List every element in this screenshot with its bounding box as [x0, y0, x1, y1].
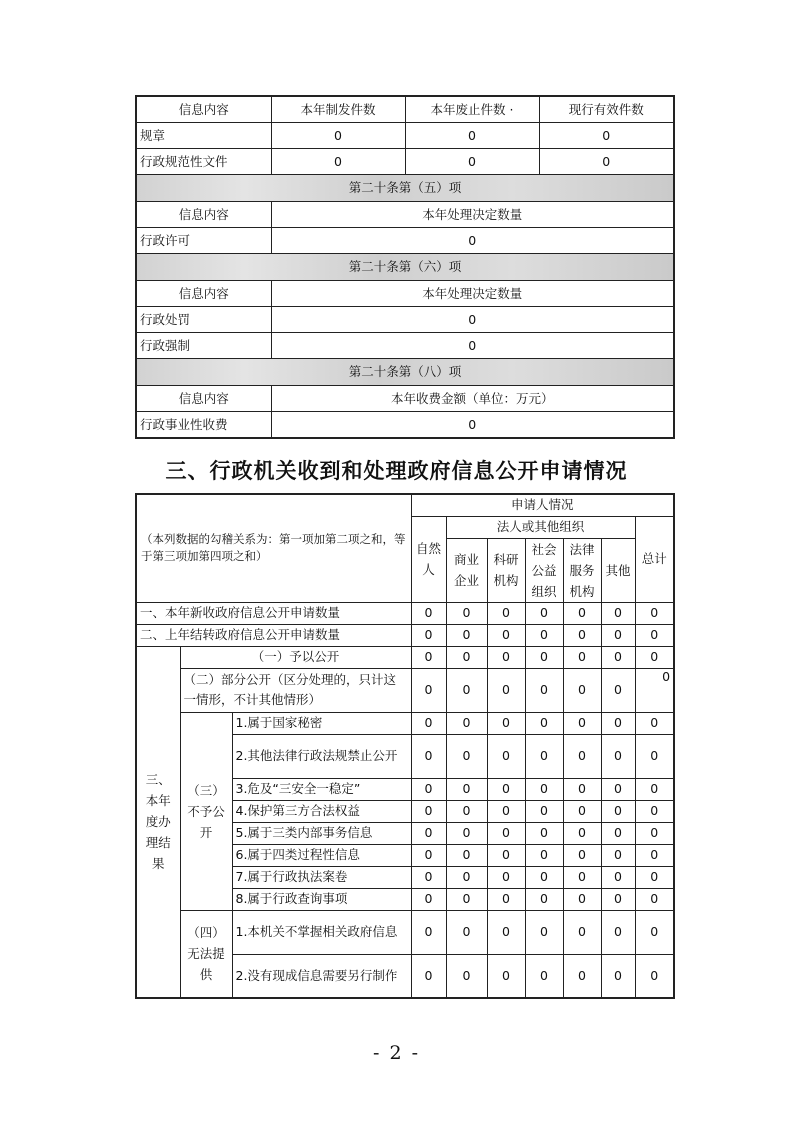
cell: 0 [635, 866, 674, 888]
cell: 0 [601, 822, 635, 844]
table-row [136, 333, 674, 359]
cell: 0 [563, 778, 601, 800]
cell: 0 [525, 822, 563, 844]
cell: 0 [487, 866, 525, 888]
cell: 0 [539, 149, 674, 175]
cell: 0 [405, 149, 539, 175]
cell: 0 [446, 954, 487, 998]
row-label: 3.危及“三安全一稳定” [232, 778, 411, 800]
row-label: 2.没有现成信息需要另行制作 [232, 954, 411, 998]
row-label: 2.其他法律行政法规禁止公开 [232, 734, 411, 778]
row-label: 7.属于行政执法案卷 [232, 866, 411, 888]
table-row [136, 646, 674, 668]
cell: 0 [635, 954, 674, 998]
cell: 0 [487, 888, 525, 910]
cannot-provide-label: （四）无法提供 [180, 910, 232, 998]
header-info: 信息内容 [136, 281, 271, 307]
header-issued: 本年制发件数 [271, 96, 405, 123]
cell: 0 [271, 307, 674, 333]
cell: 0 [271, 333, 674, 359]
cell: 0 [487, 822, 525, 844]
cell: 0 [446, 778, 487, 800]
cell: 0 [563, 910, 601, 954]
cell: 0 [601, 668, 635, 712]
row-label: 行政许可 [136, 228, 271, 254]
header-col: 商业企业 [446, 538, 487, 602]
table-row [136, 307, 674, 333]
cell: 0 [525, 602, 563, 624]
row-label: 一、本年新收政府信息公开申请数量 [136, 602, 411, 624]
table-row [136, 494, 674, 516]
cell: 0 [525, 844, 563, 866]
cell: 0 [405, 123, 539, 149]
cell: 0 [563, 602, 601, 624]
cell: 0 [601, 624, 635, 646]
cell: 0 [601, 910, 635, 954]
cell: 0 [446, 734, 487, 778]
cell: 0 [446, 668, 487, 712]
cell: 0 [411, 646, 446, 668]
row-label: 行政处罚 [136, 307, 271, 333]
cell: 0 [601, 778, 635, 800]
cell: 0 [635, 668, 674, 712]
cell: 0 [411, 778, 446, 800]
cell: 0 [487, 624, 525, 646]
table-row [136, 668, 674, 712]
section-row [136, 175, 674, 202]
header-decisions: 本年处理决定数量 [271, 202, 674, 228]
cell: 0 [271, 412, 674, 439]
row-label: 规章 [136, 123, 271, 149]
cell: 0 [411, 712, 446, 734]
cell: 0 [525, 888, 563, 910]
table-row [136, 386, 674, 412]
cell: 0 [487, 778, 525, 800]
cell: 0 [446, 800, 487, 822]
cell: 0 [411, 800, 446, 822]
cell: 0 [487, 800, 525, 822]
cell: 0 [446, 624, 487, 646]
cell: 0 [563, 844, 601, 866]
cell: 0 [411, 954, 446, 998]
cell: 0 [446, 888, 487, 910]
cell: 0 [525, 778, 563, 800]
section-title: 第二十条第（六）项 [136, 254, 674, 281]
applications-table [135, 493, 675, 999]
table-row [136, 281, 674, 307]
cell: 0 [446, 602, 487, 624]
cell: 0 [635, 646, 674, 668]
cell: 0 [411, 910, 446, 954]
row-label: 4.保护第三方合法权益 [232, 800, 411, 822]
table-row [136, 412, 674, 439]
header-natural-person: 自然人 [411, 516, 446, 602]
result-label: 三、本年度办理结果 [136, 646, 180, 998]
cell: 0 [563, 734, 601, 778]
cell: 0 [601, 844, 635, 866]
cell: 0 [525, 910, 563, 954]
cell: 0 [635, 844, 674, 866]
cell: 0 [525, 734, 563, 778]
header-col: 法律服务机构 [563, 538, 601, 602]
section-heading: 三、行政机关收到和处理政府信息公开申请情况 [165, 459, 628, 483]
header-info: 信息内容 [136, 96, 271, 123]
header-col: 科研机构 [487, 538, 525, 602]
cell: 0 [411, 668, 446, 712]
cell: 0 [563, 954, 601, 998]
cell: 0 [525, 954, 563, 998]
cell: 0 [563, 800, 601, 822]
cell: 0 [525, 800, 563, 822]
cell: 0 [601, 602, 635, 624]
cell: 0 [635, 778, 674, 800]
cell: 0 [601, 866, 635, 888]
header-col: 社会公益组织 [525, 538, 563, 602]
cell: 0 [411, 602, 446, 624]
cell: 0 [487, 602, 525, 624]
cell: 0 [411, 844, 446, 866]
header-valid: 现行有效件数 [539, 96, 674, 123]
cell: 0 [411, 624, 446, 646]
cell: 0 [563, 624, 601, 646]
table-row [136, 202, 674, 228]
cell: 0 [635, 734, 674, 778]
cell: 0 [411, 734, 446, 778]
disclosure-table-1 [135, 95, 675, 439]
cell: 0 [601, 734, 635, 778]
cell: 0 [563, 646, 601, 668]
header-applicant: 申请人情况 [411, 494, 674, 516]
cell: 0 [563, 822, 601, 844]
cell: 0 [601, 646, 635, 668]
cell: 0 [446, 822, 487, 844]
cell: 0 [601, 954, 635, 998]
cell: 0 [601, 800, 635, 822]
row-label: 二、上年结转政府信息公开申请数量 [136, 624, 411, 646]
cell: 0 [525, 624, 563, 646]
cell: 0 [271, 228, 674, 254]
header-abolished: 本年废止件数 · [405, 96, 539, 123]
row-label: 1.属于国家秘密 [232, 712, 411, 734]
header-legal-group: 法人或其他组织 [446, 516, 635, 538]
cell: 0 [635, 800, 674, 822]
header-info: 信息内容 [136, 202, 271, 228]
cell: 0 [411, 822, 446, 844]
cell: 0 [446, 844, 487, 866]
row-label: 行政事业性收费 [136, 412, 271, 439]
table-row [136, 123, 674, 149]
cell: 0 [525, 646, 563, 668]
cell: 0 [635, 888, 674, 910]
table-row [136, 228, 674, 254]
header-col: 其他 [601, 538, 635, 602]
cell: 0 [563, 668, 601, 712]
applications-table-body [136, 494, 674, 998]
row-label: （一）予以公开 [180, 646, 411, 668]
cell: 0 [539, 123, 674, 149]
row-label: 行政强制 [136, 333, 271, 359]
row-label: 6.属于四类过程性信息 [232, 844, 411, 866]
cell: 0 [487, 668, 525, 712]
header-info: 信息内容 [136, 386, 271, 412]
cell: 0 [525, 668, 563, 712]
table-row [136, 149, 674, 175]
table-row [136, 624, 674, 646]
row-label: 行政规范性文件 [136, 149, 271, 175]
cell: 0 [446, 646, 487, 668]
cell: 0 [487, 844, 525, 866]
cell: 0 [411, 866, 446, 888]
cell: 0 [446, 910, 487, 954]
cell: 0 [446, 866, 487, 888]
cell: 0 [271, 149, 405, 175]
cell: 0 [487, 954, 525, 998]
cell: 0 [563, 866, 601, 888]
cell: 0 [601, 888, 635, 910]
row-label: 1.本机关不掌握相关政府信息 [232, 910, 411, 954]
cell: 0 [271, 123, 405, 149]
section-row [136, 254, 674, 281]
section-title: 第二十条第（八）项 [136, 359, 674, 386]
cell: 0 [563, 712, 601, 734]
section-row [136, 359, 674, 386]
table-row [136, 602, 674, 624]
cell: 0 [487, 646, 525, 668]
cell: 0 [487, 712, 525, 734]
page-number: - 2 - [372, 1042, 420, 1064]
cell: 0 [635, 910, 674, 954]
cell: 0 [563, 888, 601, 910]
not-disclose-label: （三）不予公开 [180, 712, 232, 910]
cell: 0 [635, 624, 674, 646]
cell: 0 [411, 888, 446, 910]
cell: 0 [525, 866, 563, 888]
cell: 0 [635, 712, 674, 734]
balance-note: （本列数据的勾稽关系为：第一项加第二项之和，等于第三项加第四项之和） [136, 494, 411, 602]
cell: 0 [446, 712, 487, 734]
cell: 0 [487, 910, 525, 954]
cell: 0 [487, 734, 525, 778]
table-row [136, 96, 674, 123]
cell: 0 [635, 822, 674, 844]
section-title: 第二十条第（五）项 [136, 175, 674, 202]
table-row [136, 712, 674, 734]
header-fees: 本年收费金额（单位：万元） [271, 386, 674, 412]
cell: 0 [601, 712, 635, 734]
cell: 0 [635, 602, 674, 624]
row-label: 8.属于行政查询事项 [232, 888, 411, 910]
header-decisions: 本年处理决定数量 [271, 281, 674, 307]
table-row [136, 910, 674, 954]
header-total: 总计 [635, 516, 674, 602]
cell: 0 [525, 712, 563, 734]
row-label: 5.属于三类内部事务信息 [232, 822, 411, 844]
row-label: （二）部分公开（区分处理的，只计这一情形，不计其他情形） [180, 668, 411, 712]
